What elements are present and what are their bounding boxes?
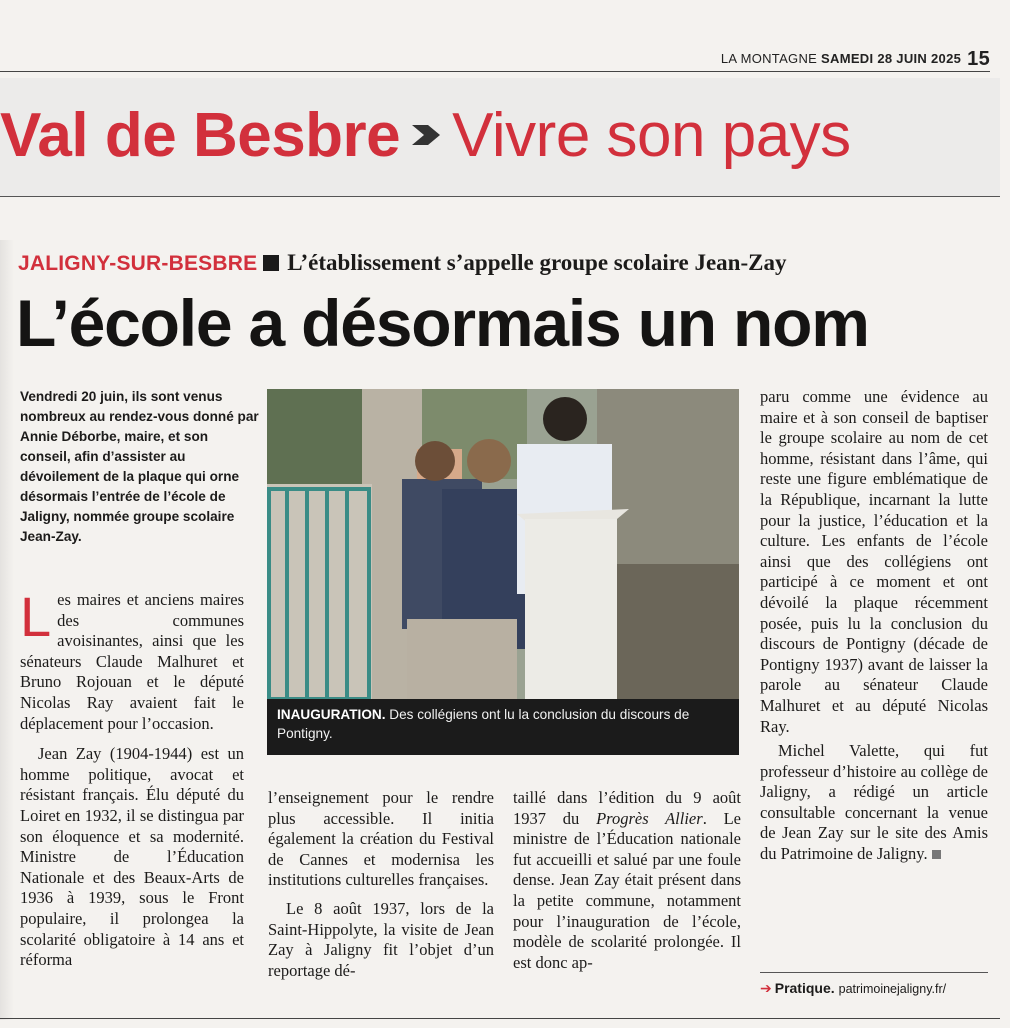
headline: L’école a désormais un nom [16, 286, 869, 360]
article-photo [267, 389, 739, 755]
lead-paragraph: Vendredi 20 juin, ils sont venus nombreux au rendez-vous donné par Annie Déborbe, maire, et son conseil, afin d’assister au dévoilement de la plaque qui orne désormais l’entrée de l’école de Jaligny, nommée groupe scolaire Jean-Zay. [20, 389, 259, 544]
pratique-label: Pratique. [774, 980, 835, 996]
page-number: 15 [967, 48, 990, 70]
body-paragraph-5-start: taillé dans l’édition du 9 août 1937 du [513, 788, 741, 828]
rubric-section: Val de Besbre [0, 101, 401, 170]
pratique-rule [760, 972, 988, 973]
issue-date: SAMEDI 28 JUIN 2025 [821, 51, 962, 66]
kicker-subtitle: L’établissement s’appelle groupe scolaire Jean-Zay [287, 250, 787, 275]
body-paragraph-4: Le 8 août 1937, lors de la Saint-Hippolyte, la visite de Jean Zay à Jaligny fit l’objet d’un reportage dé- [268, 898, 494, 980]
top-rule [0, 71, 990, 72]
end-mark-icon [932, 850, 941, 859]
caption-label: INAUGURATION. [277, 707, 386, 722]
arrow-right-icon [410, 117, 446, 153]
body-paragraph-1: es maires et anciens maires des communes avoisinantes, ainsi que les sénateurs Claude Malhuret et Bruno Rojouan et le député Nicolas Ray avaient fait le déplacement pour l’occasion. [20, 590, 244, 733]
kicker-place: JALIGNY-SUR-BESBRE [18, 252, 258, 275]
column-3 [513, 788, 741, 973]
bottom-rule [0, 1018, 1000, 1019]
body-paragraph-5-end: . Le ministre de l’Éducation nationale fut accueilli et salué par une foule dense. Jean Zay était présent dans la petite commune, notamment pour l’inauguration de l’école, modèle de scolarité prolongée. Il est donc ap- [513, 808, 741, 972]
arrow-right-icon: ➔ [760, 980, 772, 996]
column-2 [268, 788, 494, 989]
newspaper-title: Progrès Allier [596, 808, 703, 828]
drop-cap: L [20, 585, 52, 648]
column-1 [20, 585, 244, 981]
body-paragraph-6: paru comme une évidence au maire et à son conseil de baptiser le groupe scolaire au nom de cet homme, résistant dans l’âme, qui reste une figure emblématique de la République, incarnant la lutte pour la justice, l’éducation et la culture. Les enfants de l’école ainsi que des collégiens ont participé à ce moment et ont dévoilé la plaque récemment posée, puis lu la conclusion du discours de Pontigny (décade de Pontigny 1937) avant de laisser la parole au sénateur Claude Malhuret et au député Nicolas Ray. [760, 387, 988, 736]
body-paragraph-2: Jean Zay (1904-1944) est un homme politique, avocat et résistant français. Élu député du Loiret en 1932, il se distingua par son éloquence et sa modernité. Ministre de l’Éducation Nationale et des Beaux-Arts de 1936 à 1939, sous le Front populaire, il prolongea la scolarité obligatoire à 14 ans et réforma [20, 744, 244, 970]
pratique-box [760, 980, 1000, 1002]
body-paragraph-3: l’enseignement pour le rendre plus accessible. Il initia également la création du Festival de Cannes et modernisa les institutions culturelles françaises. [268, 788, 494, 890]
masthead [700, 48, 990, 70]
square-bullet-icon [263, 255, 279, 271]
caption-text: Des collégiens ont lu la conclusion du discours de Pontigny. [277, 707, 690, 741]
page-edge [0, 240, 14, 1020]
rubric-title [0, 100, 851, 180]
body-paragraph-7: Michel Valette, qui fut professeur d’histoire au collège de Jaligny, a rédigé un article consultable concernant la venue de Jean Zay sur le site des Amis du Patrimoine de Jaligny. [760, 741, 988, 864]
rubric-subsection: Vivre son pays [452, 101, 851, 170]
pratique-link[interactable]: patrimoinejaligny.fr/ [838, 982, 947, 996]
paper-name: LA MONTAGNE [720, 51, 818, 66]
photo-caption [277, 705, 735, 743]
column-4 [760, 387, 988, 869]
kicker [18, 250, 988, 282]
photo-illustration [267, 389, 739, 755]
